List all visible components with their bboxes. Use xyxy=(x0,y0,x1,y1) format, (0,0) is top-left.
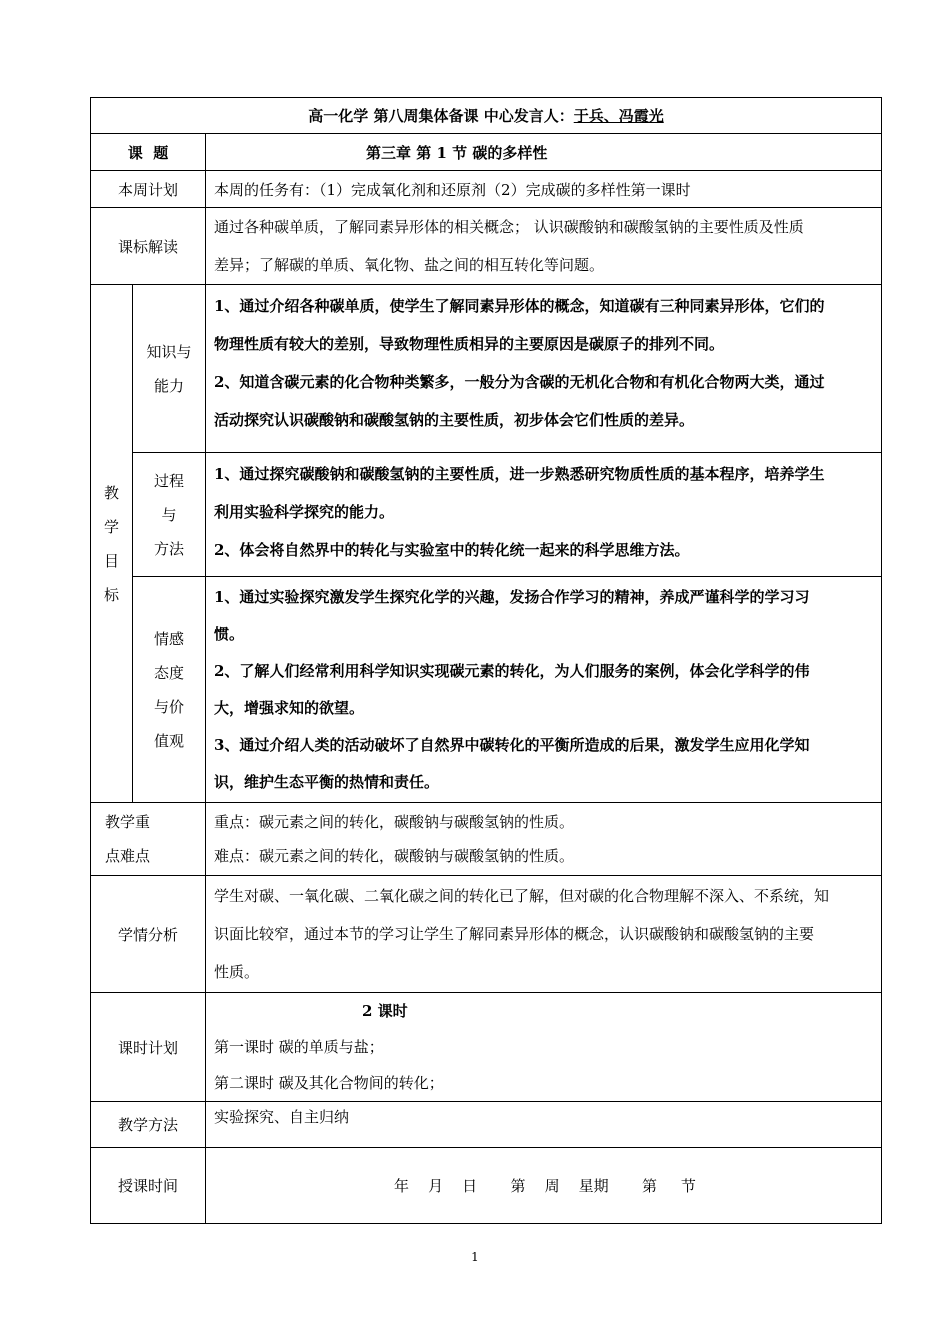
process-line: 1、通过探究碳酸钠和碳酸氢钠的主要性质，进一步熟悉研究物质性质的基本程序，培养学生 xyxy=(214,465,825,483)
emotion-line: 惯。 xyxy=(214,624,245,643)
emotion-line: 1、通过实验探究激发学生探究化学的兴趣，发扬合作学习的精神，养成严谨科学的学习习 xyxy=(214,587,810,606)
document-title xyxy=(91,98,882,134)
schedule-line: 第一课时 碳的单质与盐； xyxy=(214,1038,384,1056)
knowledge-line: 2、知道含碳元素的化合物种类繁多，一般分为含碳的无机化合物和有机化合物两大类，通过 xyxy=(214,373,825,391)
knowledge-line: 1、通过介绍各种碳单质，使学生了解同素异形体的概念，知道碳有三种同素异形体，它们的 xyxy=(214,297,825,315)
title-prefix: 高一化学 第八周集体备课 中心发言人： xyxy=(308,107,574,125)
emotion-line: 2、了解人们经常利用科学知识实现碳元素的转化，为人们服务的案例，体会化学科学的伟 xyxy=(214,661,810,680)
knowledge-label-line: 知识与 xyxy=(146,342,192,361)
schedule-text xyxy=(206,993,882,1102)
emotion-line: 大，增强求知的欲望。 xyxy=(214,698,365,717)
goals-label-char: 目 xyxy=(103,551,119,570)
emotion-label-line: 值观 xyxy=(153,731,184,750)
method-value: 实验探究、自主归纳 xyxy=(206,1102,882,1148)
knowledge-row xyxy=(91,285,882,453)
time-row xyxy=(91,1148,882,1224)
weekly-plan-row xyxy=(91,171,882,208)
emotion-row xyxy=(91,577,882,803)
page-number: 1 xyxy=(471,1250,479,1264)
analysis-label: 学情分析 xyxy=(91,876,206,993)
standard-label: 课标解读 xyxy=(91,208,206,285)
standard-text xyxy=(206,208,882,285)
analysis-text xyxy=(206,876,882,993)
process-text xyxy=(206,453,882,577)
weekly-plan-label: 本周计划 xyxy=(91,171,206,208)
knowledge-label-line: 能力 xyxy=(153,376,184,395)
analysis-line: 识面比较窄，通过本节的学习让学生了解同素异形体的概念，认识碳酸钠和碳酸氢钠的主要 xyxy=(214,925,815,943)
topic-label: 课 题 xyxy=(91,134,206,171)
schedule-label: 课时计划 xyxy=(91,993,206,1102)
key-points-row xyxy=(91,803,882,876)
schedule-total: 2 课时 xyxy=(362,1002,408,1020)
process-label xyxy=(133,453,206,577)
weekly-plan-value: 本周的任务有：（1）完成氧化剂和还原剂（2）完成碳的多样性第一课时 xyxy=(206,171,882,208)
key-points-label-line: 教学重 xyxy=(105,813,151,831)
key-points-label-line: 点难点 xyxy=(105,847,151,865)
speaker-names: 于兵、冯霞光 xyxy=(573,107,664,125)
emotion-text xyxy=(206,577,882,803)
process-line: 利用实验科学探究的能力。 xyxy=(214,503,395,521)
time-value: 年 月 日 第 周 星期 第 节 xyxy=(206,1148,882,1224)
standard-line: 通过各种碳单质，了解同素异形体的相关概念； 认识碳酸钠和碳酸氢钠的主要性质及性质 xyxy=(214,218,804,236)
knowledge-label xyxy=(133,285,206,453)
emotion-line: 3、通过介绍人类的活动破坏了自然界中碳转化的平衡所造成的后果，激发学生应用化学知 xyxy=(214,735,810,754)
standard-line: 差异；了解碳的单质、氧化物、盐之间的相互转化等问题。 xyxy=(214,256,605,274)
emotion-label xyxy=(133,577,206,803)
schedule-line: 第二课时 碳及其化合物间的转化； xyxy=(214,1074,444,1092)
goals-label-char: 教 xyxy=(103,483,119,502)
goals-label-char: 标 xyxy=(103,585,119,604)
standard-row xyxy=(91,208,882,285)
emotion-line: 识，维护生态平衡的热情和责任。 xyxy=(214,772,440,791)
header-row xyxy=(91,98,882,134)
goals-label-char: 学 xyxy=(103,517,119,536)
key-points-line: 重点：碳元素之间的转化，碳酸钠与碳酸氢钠的性质。 xyxy=(214,813,575,831)
method-label: 教学方法 xyxy=(91,1102,206,1148)
emotion-label-line: 情感 xyxy=(153,629,184,648)
topic-value: 第三章 第 1 节 碳的多样性 xyxy=(206,134,882,171)
time-label: 授课时间 xyxy=(91,1148,206,1224)
emotion-label-line: 与价 xyxy=(153,697,184,716)
process-label-line: 过程 xyxy=(153,471,184,490)
lesson-plan-table xyxy=(90,97,882,1224)
analysis-line: 性质。 xyxy=(214,963,260,981)
method-row xyxy=(91,1102,882,1148)
analysis-line: 学生对碳、一氧化碳、二氧化碳之间的转化已了解，但对碳的化合物理解不深入、不系统，知 xyxy=(214,887,830,905)
analysis-row xyxy=(91,876,882,993)
knowledge-line: 活动探究认识碳酸钠和碳酸氢钠的主要性质，初步体会它们性质的差异。 xyxy=(214,411,695,429)
knowledge-text xyxy=(206,285,882,453)
schedule-row xyxy=(91,993,882,1102)
process-label-line: 与 xyxy=(161,505,177,524)
knowledge-line: 物理性质有较大的差别，导致物理性质相异的主要原因是碳原子的排列不同。 xyxy=(214,335,725,353)
key-points-line: 难点：碳元素之间的转化，碳酸钠与碳酸氢钠的性质。 xyxy=(214,847,575,865)
topic-row xyxy=(91,134,882,171)
process-row xyxy=(91,453,882,577)
goals-label xyxy=(91,285,133,803)
key-points-text xyxy=(206,803,882,876)
process-label-line: 方法 xyxy=(153,539,184,558)
process-line: 2、体会将自然界中的转化与实验室中的转化统一起来的科学思维方法。 xyxy=(214,541,690,559)
key-points-label xyxy=(91,803,206,876)
emotion-label-line: 态度 xyxy=(153,663,184,682)
